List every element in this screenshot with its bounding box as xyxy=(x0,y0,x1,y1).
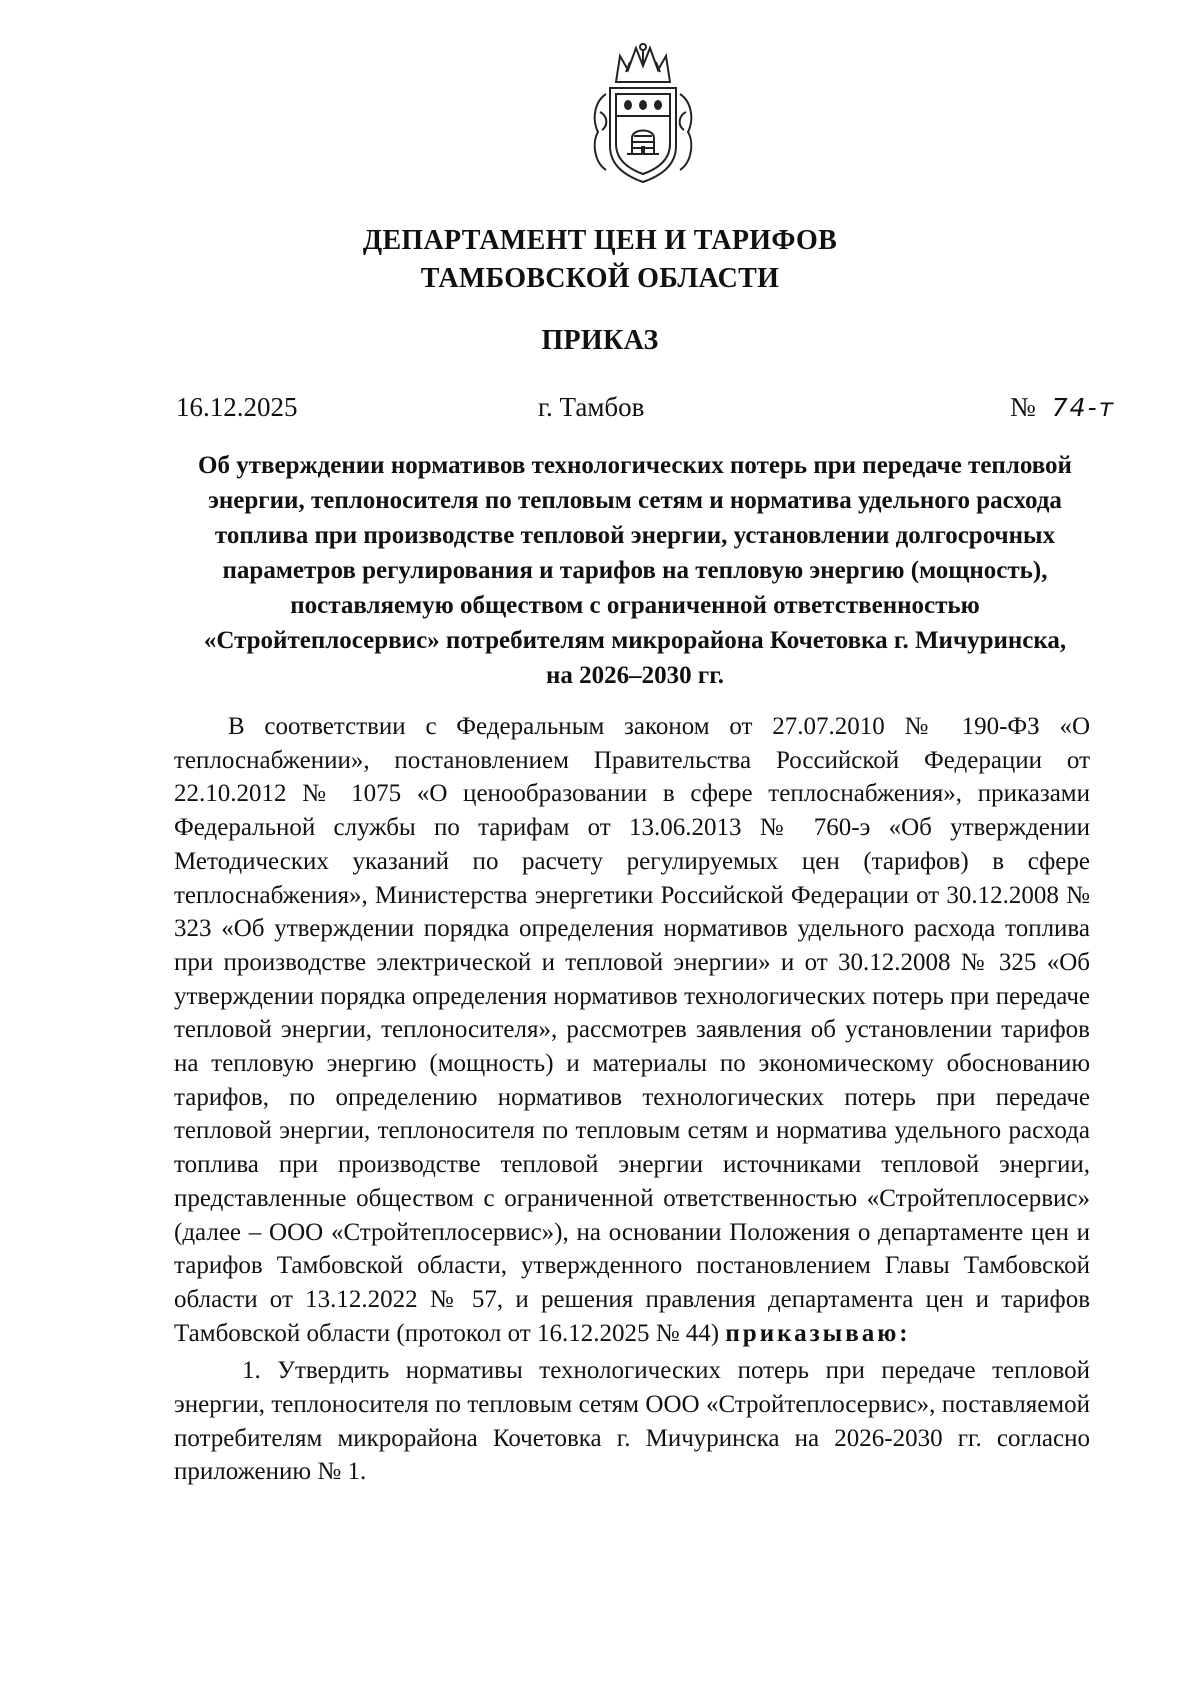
document-date: 16.12.2025 xyxy=(176,392,298,422)
document-subject: Об утверждении нормативов технологических потерь при передаче тепловой энергии, теплоносителя по тепловым сетям и норматива удельного расхода топлива при производстве тепловой энергии, установлении долгосрочных параметров регулирования и тарифов на тепловую энергию (мощность), поставляемую обществом с ограниченной ответственностью «Стройтеплосервис» потребителям микрорайона Кочетовка г. Мичуринска, на 2026–2030 гг. xyxy=(198,452,1072,689)
department-line-1: ДЕПАРТАМЕНТ ЦЕН И ТАРИФОВ xyxy=(362,225,838,256)
document-number xyxy=(1010,392,1115,423)
preamble-text: В соответствии с Федеральным законом от 27.07.2010 № 190-ФЗ «О теплоснабжении», постановлением Правительства Российской Федерации от 22.10.2012 № 1075 «О ценообразовании в сфере теплоснабжения», приказами Федеральной службы по тарифам от 13.06.2013 № 760-э «Об утверждении Методических указаний по расчету регулируемых цен (тарифов) в сфере теплоснабжения», Министерства энергетики Российской Федерации от 30.12.2008 № 323 «Об утверждении порядка определения нормативов удельного расхода топлива при производстве электрической и тепловой энергии» и от 30.12.2008 № 325 «Об утверждении порядка определения нормативов технологических потерь при передаче тепловой энергии, теплоносителя», рассмотрев заявления об установлении тарифов на тепловую энергию (мощность) и материалы по экономическому обоснованию тарифов, по определению нормативов технологических потерь при передаче тепловой энергии, теплоносителя по тепловым сетям и норматива удельного расхода топлива при производстве тепловой энергии источниками тепловой энергии, представленные обществом с ограниченной ответственностью «Стройтеплосервис» (далее – ООО «Стройтеплосервис»), на основании Положения о департаменте цен и тарифов Тамбовской области, утвержденного постановлением Главы Тамбовской области от 13.12.2022 № 57, и решения правления департамента цен и тарифов Тамбовской области (протокол от 16.12.2025 № 44) xyxy=(174,713,1090,1347)
handwritten-number: 74-т xyxy=(1051,393,1116,422)
number-label: № xyxy=(1010,392,1036,422)
preamble-paragraph xyxy=(174,710,1090,1350)
department-line-2: ТАМБОВСКОЙ ОБЛАСТИ xyxy=(420,263,780,294)
order-item-1: 1. Утвердить нормативы технологических потерь при передаче тепловой энергии, теплоносителя по тепловым сетям ООО «Стройтеплосервис», поставляемой потребителям микрорайона Кочетовка г. Мичуринска на 2026-2030 гг. согласно приложению № 1. xyxy=(174,1357,1090,1486)
department-name xyxy=(0,222,1200,298)
document-type: ПРИКАЗ xyxy=(541,325,659,356)
order-word: приказываю: xyxy=(725,1319,911,1347)
document-body xyxy=(174,710,1090,1489)
document-city: г. Тамбов xyxy=(538,392,645,422)
tambov-coat-of-arms-icon xyxy=(586,42,700,188)
